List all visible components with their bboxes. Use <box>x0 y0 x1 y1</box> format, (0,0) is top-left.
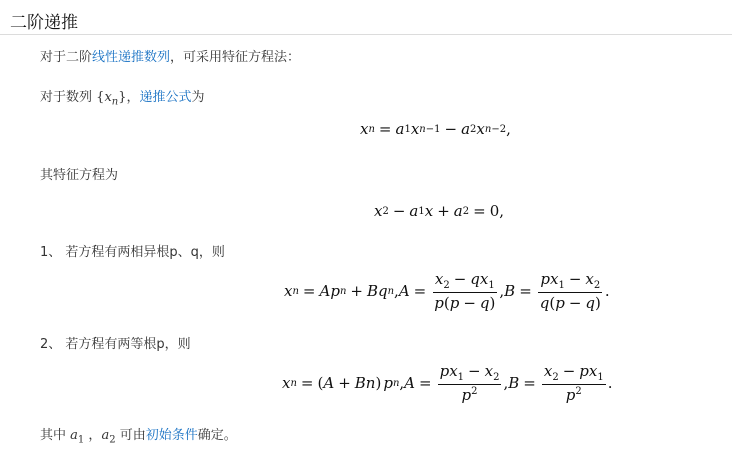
link-initial-conditions[interactable]: 初始条件 <box>145 428 198 443</box>
link-linear-recurrence[interactable]: 线性递推数列 <box>92 50 171 65</box>
case1-text-2: ，则 <box>198 245 225 260</box>
characteristic-equation: x 2 − a 1 x + a 2 = 0, <box>374 202 505 220</box>
conclusion-text-1: 其中 <box>40 428 67 443</box>
heading-row <box>0 6 732 35</box>
sequence-symbol: $\{x_n\}$ <box>96 90 127 108</box>
char-eq-label: 其特征方程为 <box>40 168 119 183</box>
case2-text-1: 2、 若方程有两等根 <box>40 337 157 352</box>
fraction-B-case2: $\frac{x_2 - px_1}{p^2}$ <box>543 362 604 404</box>
intro-text-2: ，可采用特征方程法： <box>170 50 301 65</box>
case1-text-1: 1、 若方程有两相异根 <box>40 245 170 260</box>
intro-text-1: 对于二阶 <box>40 50 93 65</box>
recurrence-equation: x n = a 1 x n−1 − a 2 x n−2 , <box>360 120 511 138</box>
case1-formula: x n = Ap n + Bq n , A = $\frac{x_2 - qx_1}{p(p - q)}$ , B = $\frac{px_1 - x_2}{q(p - q)}$ . <box>284 270 610 312</box>
section-heading: 二阶递推 <box>10 13 78 33</box>
link-recurrence-formula[interactable]: 递推公式 <box>139 90 192 105</box>
conclusion-text-2: 可由 <box>119 428 146 443</box>
seq-text-1: 对于数列 <box>40 90 93 105</box>
conclusion-text-3: 确定。 <box>197 428 237 443</box>
case2-text-2: ，则 <box>164 337 191 352</box>
seq-text-2: 为 <box>191 90 205 105</box>
case2-formula: x n = ( A + Bn ) p n , A = $\frac{px_1 - x_2}{p^2}$ , B = $\frac{x_2 - px_1}{p^2}$ . <box>282 362 613 404</box>
case1-paragraph: 1、 若方程有两相异根p、q，则 <box>40 245 225 260</box>
case2-paragraph: 2、 若方程有两等根p，则 <box>40 337 191 352</box>
fraction-A-case2: $\frac{px_1 - x_2}{p^2}$ <box>439 362 500 404</box>
conclusion-paragraph: 其中 $a_1$ ，$a_2$ 可由初始条件确定。 <box>40 428 237 446</box>
fraction-A-case1: $\frac{x_2 - qx_1}{p(p - q)}$ <box>434 270 496 312</box>
sequence-paragraph: 对于数列 $\{x_n\}$，递推公式为 <box>40 90 205 108</box>
intro-paragraph <box>40 46 300 65</box>
fraction-B-case1: $\frac{px_1 - x_2}{q(p - q)}$ <box>539 270 601 312</box>
